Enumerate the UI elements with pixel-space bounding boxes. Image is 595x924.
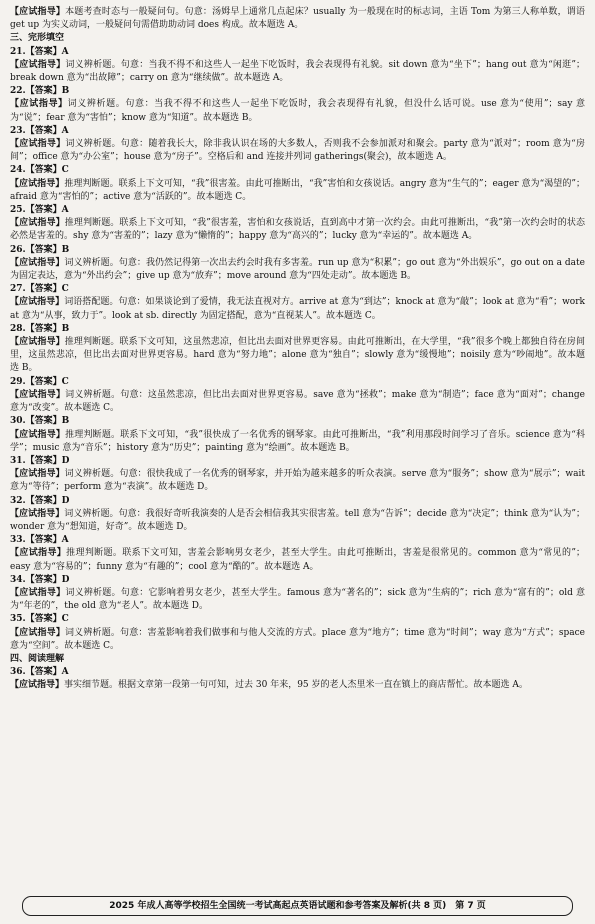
answer-line xyxy=(10,666,585,679)
guidance-text: 事实细节题。根据文章第一段第一句可知，过去 30 年来，95 岁的老人杰里米一直在镇上的商店帮忙。故本题选 A。 xyxy=(64,680,528,691)
guidance-paragraph xyxy=(10,296,585,322)
answer-label: 【答案】B xyxy=(25,323,70,334)
guidance-paragraph xyxy=(10,178,585,204)
guidance-text: 推理判断题。联系下文可知，害羞会影响男女老少，甚至大学生。由此可推断出，害羞是很常见的。common 意为“常见的”；easy 意为“容易的”；funny 意为“有趣的”；cool 意为“酷的”。故本题选 A。 xyxy=(10,548,585,572)
guidance-tag: 【应试指导】 xyxy=(10,257,65,268)
guidance-tag: 【应试指导】 xyxy=(10,178,65,189)
guidance-tag: 【应试指导】 xyxy=(10,7,66,17)
guidance-text: 推理判断题。联系上下文可知，“我”很害羞。由此可推断出，“我”害怕和女孩说话。angry 意为“生气的”；eager 意为“渴望的”；afraid 意为“害怕的”；active 意为“活跃的”。故本题选 C。 xyxy=(10,178,585,202)
answer-line xyxy=(10,323,585,336)
answer-line xyxy=(10,85,585,98)
guidance-paragraph xyxy=(10,336,585,376)
guidance-paragraph xyxy=(10,627,585,653)
answer-label: 【答案】A xyxy=(25,667,69,678)
guidance-paragraph xyxy=(10,98,585,124)
guidance-paragraph xyxy=(10,59,585,85)
guidance-tag: 【应试指导】 xyxy=(10,99,68,110)
guidance-tag: 【应试指导】 xyxy=(10,680,65,691)
guidance-paragraph xyxy=(10,679,585,692)
guidance-text: 词义辨析题。句意：随着我长大，除非我认识在场的大多数人，否则我不会参加派对和聚会。party 意为“派对”；room 意为“房间”；office 意为“办公室”；house 意为“房子”。空格后和 and 连接并列词 gatherings(聚会)，故本题选 A。 xyxy=(10,139,585,163)
guidance-paragraph xyxy=(10,257,585,283)
question-number: 23. xyxy=(10,125,26,136)
guidance-paragraph xyxy=(10,468,585,494)
question-number: 30. xyxy=(10,416,26,427)
question-number: 29. xyxy=(10,376,26,387)
question-number: 33. xyxy=(10,535,26,546)
section-heading-cloze: 三、完形填空 xyxy=(10,33,65,44)
guidance-text: 推理判断题。联系上下文可知，“我”很害羞，害怕和女孩说话，直到高中才第一次约会。由此可推断出，“我”第一次约会时的状态必然是害羞的。shy 意为“害羞的”；lazy 意为“懒惰的”；happy 意为“高兴的”；lucky 意为“幸运的”。故本题选 A。 xyxy=(10,218,585,242)
guidance-paragraph xyxy=(10,508,585,534)
guidance-text: 本题考查时态与一般疑问句。句意：汤姆早上通常几点起床？usually 为一般现在时的标志词，主语 Tom 为第三人称单数，谓语 get up 为实义动词，一般疑问句需借助助动词 does 构成。故本题选 A。 xyxy=(10,7,585,31)
guidance-text: 词义辨析题。句意：这虽然悲凉，但比出去面对世界更容易。save 意为“拯救”；make 意为“制造”；face 意为“面对”；change 意为“改变”。故本题选 C。 xyxy=(10,389,585,414)
answer-label: 【答案】A xyxy=(25,125,69,136)
question-number: 26. xyxy=(10,244,26,255)
question-number: 22. xyxy=(10,86,26,97)
answer-line xyxy=(10,46,585,59)
guidance-text: 词义辨析题。句意：害羞影响着我们做事和与他人交流的方式。place 意为“地方”；time 意为“时间”；way 意为“方式”；space 意为“空间”。故本题选 C。 xyxy=(10,627,585,651)
guidance-tag: 【应试指导】 xyxy=(10,59,66,70)
guidance-tag: 【应试指导】 xyxy=(10,139,66,150)
answer-line xyxy=(10,376,585,389)
guidance-tag: 【应试指导】 xyxy=(10,627,66,638)
guidance-paragraph xyxy=(10,547,585,573)
guidance-text: 推理判断题。联系下文可知，这虽然悲凉，但比出去面对世界更容易。由此可推断出，在大学里，“我”很多个晚上都独自待在房间里，这虽然悲凉，但比出去面对世界更容易。hard 意为“努力地”；alone 意为“独自”；slowly 意为“缓慢地”；noisily 意为“吵闹地”。故本题选 B。 xyxy=(10,337,585,374)
guidance-text: 词义辨析题。句意：很快我成了一名优秀的钢琴家，并开始为越来越多的听众表演。serve 意为“服务”；show 意为“展示”；wait 意为“等待”；perform 意为“表演”。故本题选 D。 xyxy=(10,469,585,493)
answer-line xyxy=(10,204,585,217)
answer-line xyxy=(10,455,585,468)
question-number: 21. xyxy=(10,46,26,57)
guidance-paragraph xyxy=(10,389,585,415)
answer-label: 【答案】D xyxy=(25,455,70,466)
answer-line xyxy=(10,495,585,508)
guidance-paragraph xyxy=(10,587,585,613)
question-number: 27. xyxy=(10,284,26,295)
question-number: 35. xyxy=(10,614,26,625)
question-number: 32. xyxy=(10,495,26,506)
answer-line xyxy=(10,415,585,428)
answer-label: 【答案】B xyxy=(25,416,70,427)
answer-line xyxy=(10,244,585,257)
answer-line xyxy=(10,164,585,177)
page-footer: 2025 年成人高等学校招生全国统一考试高起点英语试题和参考答案及解析(共 8 页) 第 7 页 xyxy=(22,896,573,916)
guidance-tag: 【应试指导】 xyxy=(10,218,65,229)
answer-label: 【答案】D xyxy=(25,574,70,585)
question-number: 28. xyxy=(10,323,26,334)
answer-content xyxy=(10,6,585,693)
guidance-text: 词义辨析题。句意：我很好奇听我演奏的人是否会相信我其实很害羞。tell 意为“告诉”；decide 意为“决定”；think 意为“认为”；wonder 意为“想知道，好奇”。故本题选 D。 xyxy=(10,508,585,532)
answer-label: 【答案】D xyxy=(25,495,70,506)
answer-label: 【答案】B xyxy=(25,86,70,97)
guidance-tag: 【应试指导】 xyxy=(10,548,67,559)
answer-label: 【答案】A xyxy=(25,205,69,216)
answer-line xyxy=(10,534,585,547)
guidance-tag: 【应试指导】 xyxy=(10,337,65,348)
guidance-tag: 【应试指导】 xyxy=(10,508,65,519)
question-number: 31. xyxy=(10,455,26,466)
answer-line xyxy=(10,574,585,587)
answer-line xyxy=(10,613,585,626)
guidance-text: 词义辨析题。句意：当我不得不和这些人一起坐下吃饭时，我会表现得有礼貌。sit down 意为“坐下”；hang out 意为“闲逛”；break down 意为“出故障”；carry on 意为“继续做”。故本题选 A。 xyxy=(10,59,585,84)
guidance-tag: 【应试指导】 xyxy=(10,297,65,308)
answer-line xyxy=(10,283,585,296)
guidance-text: 词义辨析题。句意：当我不得不和这些人一起坐下吃饭时，我会表现得有礼貌，但没什么话可说。use 意为“使用”；say 意为“说”；fear 意为“害怕”；know 意为“知道”。故本题选 B。 xyxy=(10,99,585,123)
question-number: 34. xyxy=(10,574,26,585)
guidance-text: 词义辨析题。句意：我仍然记得第一次出去约会时我有多害羞。run up 意为“积累”；go out 意为“外出娱乐”，go out on a date 为固定表达，意为“外出约会”；give up 意为“放弃”；move around 意为“四处走动”。故本题选 B。 xyxy=(10,257,585,282)
question-number: 24. xyxy=(10,165,26,176)
guidance-tag: 【应试指导】 xyxy=(10,429,66,440)
guidance-paragraph xyxy=(10,138,585,164)
guidance-paragraph xyxy=(10,217,585,243)
answer-label: 【答案】C xyxy=(25,614,69,625)
guidance-tag: 【应试指导】 xyxy=(10,389,66,400)
guidance-text: 词语搭配题。句意：如果谈论到了爱情，我无法直视对方。arrive at 意为“到达”；knock at 意为“敲”；look at 意为“看”；work at 意为“从事，致力于”。look at sb. directly 为固定搭配，意为“直视某人”。故本题选 C。 xyxy=(10,297,585,321)
guidance-tag: 【应试指导】 xyxy=(10,587,66,598)
guidance-text: 词义辨析题。句意：它影响着男女老少，甚至大学生。famous 意为“著名的”；sick 意为“生病的”；rich 意为“富有的”；old 意为“年老的”，the old 意为“老人”。故本题选 D。 xyxy=(10,587,585,612)
guidance-tag: 【应试指导】 xyxy=(10,469,65,480)
question-number: 25. xyxy=(10,205,26,216)
answer-label: 【答案】A xyxy=(25,535,69,546)
cloze-items xyxy=(10,46,585,653)
guidance-text: 推理判断题。联系下文可知，“我”很快成了一名优秀的钢琴家。由此可推断出，“我”利用那段时间学习了音乐。science 意为“科学”；music 意为“音乐”；history 意为“历史”；painting 意为“绘画”。故本题选 B。 xyxy=(10,429,585,453)
answer-line xyxy=(10,125,585,138)
intro-guidance xyxy=(10,6,585,32)
answer-label: 【答案】A xyxy=(25,46,69,57)
question-number: 36. xyxy=(10,667,26,678)
answer-label: 【答案】B xyxy=(25,244,70,255)
guidance-paragraph xyxy=(10,429,585,455)
section-heading-reading: 四、阅读理解 xyxy=(10,653,65,664)
answer-label: 【答案】C xyxy=(25,284,69,295)
answer-label: 【答案】C xyxy=(25,376,69,387)
answer-label: 【答案】C xyxy=(25,165,69,176)
